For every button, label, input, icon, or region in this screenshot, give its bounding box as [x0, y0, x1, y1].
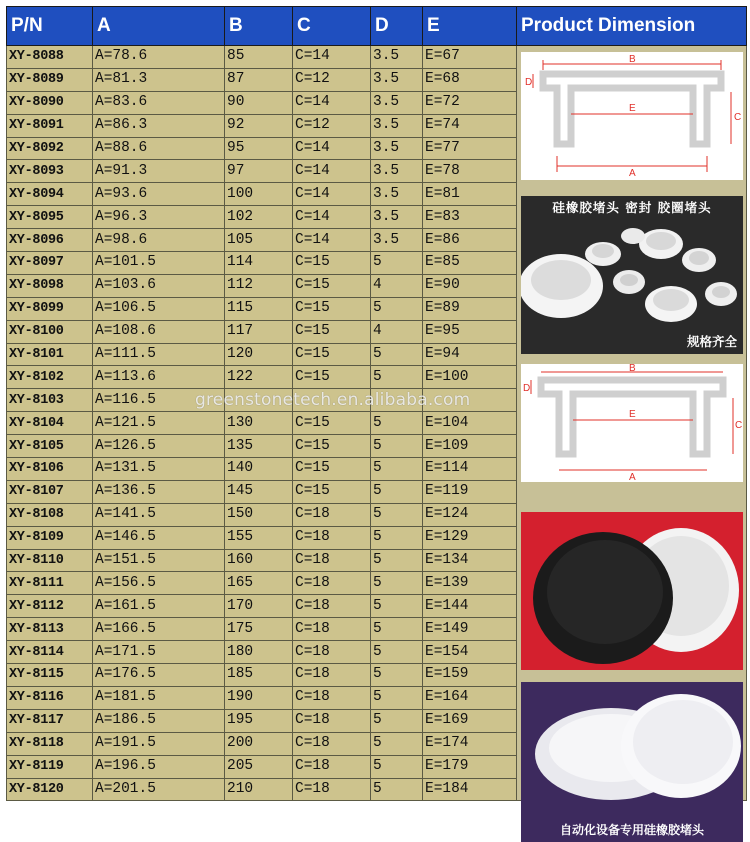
cell-a: A=181.5: [93, 686, 225, 709]
product-photo-2: [521, 512, 743, 670]
cell-e: E=67: [423, 46, 517, 69]
header-product-dimension: Product Dimension: [517, 7, 747, 46]
cell-d: [371, 389, 423, 412]
cell-b: 117: [225, 320, 293, 343]
cell-pn: XY-8094: [7, 183, 93, 206]
cell-pn: XY-8105: [7, 435, 93, 458]
cell-a: A=83.6: [93, 91, 225, 114]
cell-a: A=141.5: [93, 503, 225, 526]
cell-b: 114: [225, 252, 293, 275]
header-c: C: [293, 7, 371, 46]
cell-d: 3.5: [371, 206, 423, 229]
cell-pn: XY-8102: [7, 366, 93, 389]
cell-c: C=18: [293, 709, 371, 732]
cell-d: 5: [371, 412, 423, 435]
cell-e: E=81: [423, 183, 517, 206]
dim2-label-a: A: [629, 472, 636, 482]
cell-d: 5: [371, 778, 423, 801]
cell-e: E=169: [423, 709, 517, 732]
cell-e: E=85: [423, 252, 517, 275]
cell-b: 105: [225, 229, 293, 252]
cell-b: 130: [225, 412, 293, 435]
cell-b: 185: [225, 664, 293, 687]
cell-d: 3.5: [371, 46, 423, 69]
cell-e: E=134: [423, 549, 517, 572]
cell-a: A=81.3: [93, 68, 225, 91]
cell-b: 180: [225, 641, 293, 664]
cell-e: E=104: [423, 412, 517, 435]
product-photo-3: [521, 682, 743, 842]
cell-b: 92: [225, 114, 293, 137]
table-row: [7, 46, 747, 69]
cell-c: C=18: [293, 526, 371, 549]
cell-b: 170: [225, 595, 293, 618]
cell-a: A=103.6: [93, 274, 225, 297]
cell-e: E=154: [423, 641, 517, 664]
cell-c: C=14: [293, 91, 371, 114]
cell-e: E=77: [423, 137, 517, 160]
photo1-caption-top: 硅橡胶堵头 密封 胶圈堵头: [552, 200, 712, 215]
cell-c: C=14: [293, 206, 371, 229]
cell-a: A=131.5: [93, 458, 225, 481]
header-a: A: [93, 7, 225, 46]
cell-pn: XY-8103: [7, 389, 93, 412]
cell-b: 200: [225, 732, 293, 755]
cell-a: A=91.3: [93, 160, 225, 183]
spec-table: [6, 6, 747, 837]
cell-c: C=15: [293, 435, 371, 458]
cell-e: E=119: [423, 480, 517, 503]
cell-a: A=156.5: [93, 572, 225, 595]
cell-pn: XY-8090: [7, 91, 93, 114]
cell-b: 140: [225, 458, 293, 481]
cell-c: C=18: [293, 641, 371, 664]
cell-a: A=78.6: [93, 46, 225, 69]
cell-e: E=89: [423, 297, 517, 320]
cell-c: C=18: [293, 618, 371, 641]
cell-d: 5: [371, 732, 423, 755]
cell-c: C=14: [293, 137, 371, 160]
cell-a: A=116.5: [93, 389, 225, 412]
cell-c: C=18: [293, 503, 371, 526]
cell-e: E=94: [423, 343, 517, 366]
cell-d: 5: [371, 595, 423, 618]
product-photo-1: [521, 196, 743, 354]
cell-d: 5: [371, 435, 423, 458]
cell-pn: XY-8089: [7, 68, 93, 91]
cell-c: C=18: [293, 595, 371, 618]
cell-c: C=18: [293, 549, 371, 572]
product-images-column: [517, 46, 747, 837]
cell-d: 5: [371, 709, 423, 732]
dimension-diagram-1: [521, 52, 743, 180]
cell-b: 112: [225, 274, 293, 297]
cell-e: E=95: [423, 320, 517, 343]
cell-e: E=124: [423, 503, 517, 526]
cell-a: A=111.5: [93, 343, 225, 366]
cell-pn: XY-8112: [7, 595, 93, 618]
cell-pn: XY-8096: [7, 229, 93, 252]
header-b: B: [225, 7, 293, 46]
cell-pn: XY-8120: [7, 778, 93, 801]
cell-pn: XY-8106: [7, 458, 93, 481]
photo3-caption: 自动化设备专用硅橡胶堵头: [559, 823, 704, 837]
cell-c: C=15: [293, 320, 371, 343]
cell-b: 115: [225, 297, 293, 320]
cell-b: 175: [225, 618, 293, 641]
cell-pn: XY-8095: [7, 206, 93, 229]
cell-pn: XY-8100: [7, 320, 93, 343]
cell-a: A=171.5: [93, 641, 225, 664]
cell-a: A=101.5: [93, 252, 225, 275]
header-d: D: [371, 7, 423, 46]
cell-pn: XY-8115: [7, 664, 93, 687]
cell-e: E=159: [423, 664, 517, 687]
cell-b: 100: [225, 183, 293, 206]
cell-pn: XY-8109: [7, 526, 93, 549]
cell-d: 5: [371, 572, 423, 595]
cell-a: A=106.5: [93, 297, 225, 320]
cell-b: 165: [225, 572, 293, 595]
cell-c: C=18: [293, 755, 371, 778]
cell-e: E=164: [423, 686, 517, 709]
dim2-label-e: E: [629, 409, 636, 420]
dim-label-e: E: [629, 103, 636, 114]
cell-d: 5: [371, 755, 423, 778]
cell-pn: XY-8111: [7, 572, 93, 595]
cell-pn: XY-8104: [7, 412, 93, 435]
cell-a: A=121.5: [93, 412, 225, 435]
cell-c: C=18: [293, 686, 371, 709]
cell-pn: XY-8118: [7, 732, 93, 755]
cell-a: A=186.5: [93, 709, 225, 732]
cell-c: C=15: [293, 274, 371, 297]
cell-a: A=93.6: [93, 183, 225, 206]
cell-pn: XY-8113: [7, 618, 93, 641]
cell-pn: XY-8092: [7, 137, 93, 160]
cell-b: 85: [225, 46, 293, 69]
cell-a: A=191.5: [93, 732, 225, 755]
cell-b: 160: [225, 549, 293, 572]
cell-a: A=161.5: [93, 595, 225, 618]
cell-b: 87: [225, 68, 293, 91]
cell-c: C=15: [293, 297, 371, 320]
cell-b: 190: [225, 686, 293, 709]
cell-d: 3.5: [371, 91, 423, 114]
cell-d: 5: [371, 686, 423, 709]
cell-c: C=18: [293, 732, 371, 755]
header-row: [7, 7, 747, 46]
cell-b: 205: [225, 755, 293, 778]
cell-pn: XY-8110: [7, 549, 93, 572]
cell-e: [423, 389, 517, 412]
cell-b: 135: [225, 435, 293, 458]
cell-b: 97: [225, 160, 293, 183]
dim-label-a: A: [629, 168, 636, 179]
cell-d: 5: [371, 252, 423, 275]
watermark: greenstonetech.en.alibaba.com: [195, 390, 471, 410]
cell-a: A=96.3: [93, 206, 225, 229]
dim-label-d: D: [525, 77, 533, 88]
cell-e: E=68: [423, 68, 517, 91]
cell-c: C=18: [293, 572, 371, 595]
cell-e: E=100: [423, 366, 517, 389]
cell-a: A=126.5: [93, 435, 225, 458]
cell-d: 5: [371, 480, 423, 503]
cell-d: 3.5: [371, 160, 423, 183]
cell-e: E=109: [423, 435, 517, 458]
cell-pn: XY-8116: [7, 686, 93, 709]
cell-d: 3.5: [371, 114, 423, 137]
dim2-label-d: D: [523, 383, 531, 394]
cell-b: 155: [225, 526, 293, 549]
cell-a: A=146.5: [93, 526, 225, 549]
cell-pn: XY-8108: [7, 503, 93, 526]
cell-e: E=90: [423, 274, 517, 297]
cell-a: A=136.5: [93, 480, 225, 503]
cell-e: E=78: [423, 160, 517, 183]
cell-e: E=114: [423, 458, 517, 481]
cell-pn: XY-8093: [7, 160, 93, 183]
cell-a: A=88.6: [93, 137, 225, 160]
cell-pn: XY-8098: [7, 274, 93, 297]
cell-e: E=139: [423, 572, 517, 595]
cell-pn: XY-8107: [7, 480, 93, 503]
dim-label-b: B: [629, 54, 636, 65]
cell-c: C=15: [293, 480, 371, 503]
cell-d: 5: [371, 343, 423, 366]
cell-d: 5: [371, 503, 423, 526]
cell-c: C=14: [293, 229, 371, 252]
cell-d: 5: [371, 641, 423, 664]
cell-pn: XY-8119: [7, 755, 93, 778]
cell-d: 3.5: [371, 229, 423, 252]
cell-d: 4: [371, 274, 423, 297]
cell-b: 150: [225, 503, 293, 526]
dim-label-c: C: [734, 112, 742, 123]
cell-d: 5: [371, 297, 423, 320]
cell-d: 5: [371, 549, 423, 572]
cell-a: A=151.5: [93, 549, 225, 572]
cell-b: 90: [225, 91, 293, 114]
cell-pn: XY-8091: [7, 114, 93, 137]
cell-d: 5: [371, 526, 423, 549]
cell-a: A=201.5: [93, 778, 225, 801]
cell-pn: XY-8101: [7, 343, 93, 366]
cell-a: A=176.5: [93, 664, 225, 687]
cell-b: [225, 389, 293, 412]
header-pn: P/N: [7, 7, 93, 46]
cell-c: C=15: [293, 252, 371, 275]
cell-e: E=129: [423, 526, 517, 549]
cell-e: E=174: [423, 732, 517, 755]
cell-a: A=166.5: [93, 618, 225, 641]
cell-c: C=14: [293, 160, 371, 183]
cell-d: 5: [371, 618, 423, 641]
cell-c: C=18: [293, 664, 371, 687]
cell-b: 95: [225, 137, 293, 160]
cell-e: E=83: [423, 206, 517, 229]
cell-pn: XY-8117: [7, 709, 93, 732]
cell-c: C=14: [293, 46, 371, 69]
cell-d: 5: [371, 664, 423, 687]
cell-b: 102: [225, 206, 293, 229]
cell-pn: XY-8088: [7, 46, 93, 69]
cell-d: 3.5: [371, 68, 423, 91]
dim2-label-c: C: [735, 420, 743, 431]
cell-b: 145: [225, 480, 293, 503]
cell-e: E=149: [423, 618, 517, 641]
cell-b: 120: [225, 343, 293, 366]
cell-pn: XY-8097: [7, 252, 93, 275]
cell-b: 122: [225, 366, 293, 389]
cell-d: 3.5: [371, 183, 423, 206]
cell-c: [293, 389, 371, 412]
cell-a: A=196.5: [93, 755, 225, 778]
cell-c: C=15: [293, 412, 371, 435]
cell-e: E=74: [423, 114, 517, 137]
cell-d: 3.5: [371, 137, 423, 160]
cell-b: 195: [225, 709, 293, 732]
cell-c: C=15: [293, 343, 371, 366]
cell-e: E=184: [423, 778, 517, 801]
cell-a: A=113.6: [93, 366, 225, 389]
cell-e: E=144: [423, 595, 517, 618]
header-e: E: [423, 7, 517, 46]
cell-c: C=15: [293, 458, 371, 481]
photo1-caption-bottom: 规格齐全: [686, 334, 737, 349]
cell-c: C=14: [293, 183, 371, 206]
dim2-label-b: B: [629, 364, 636, 374]
cell-c: C=12: [293, 114, 371, 137]
cell-d: 5: [371, 458, 423, 481]
cell-b: 210: [225, 778, 293, 801]
cell-c: C=15: [293, 366, 371, 389]
cell-a: A=108.6: [93, 320, 225, 343]
cell-a: A=98.6: [93, 229, 225, 252]
cell-pn: XY-8114: [7, 641, 93, 664]
cell-d: 5: [371, 366, 423, 389]
cell-pn: XY-8099: [7, 297, 93, 320]
cell-c: C=18: [293, 778, 371, 801]
dimension-diagram-2: [521, 364, 743, 482]
cell-d: 4: [371, 320, 423, 343]
cell-a: A=86.3: [93, 114, 225, 137]
cell-c: C=12: [293, 68, 371, 91]
cell-e: E=179: [423, 755, 517, 778]
cell-e: E=86: [423, 229, 517, 252]
cell-e: E=72: [423, 91, 517, 114]
